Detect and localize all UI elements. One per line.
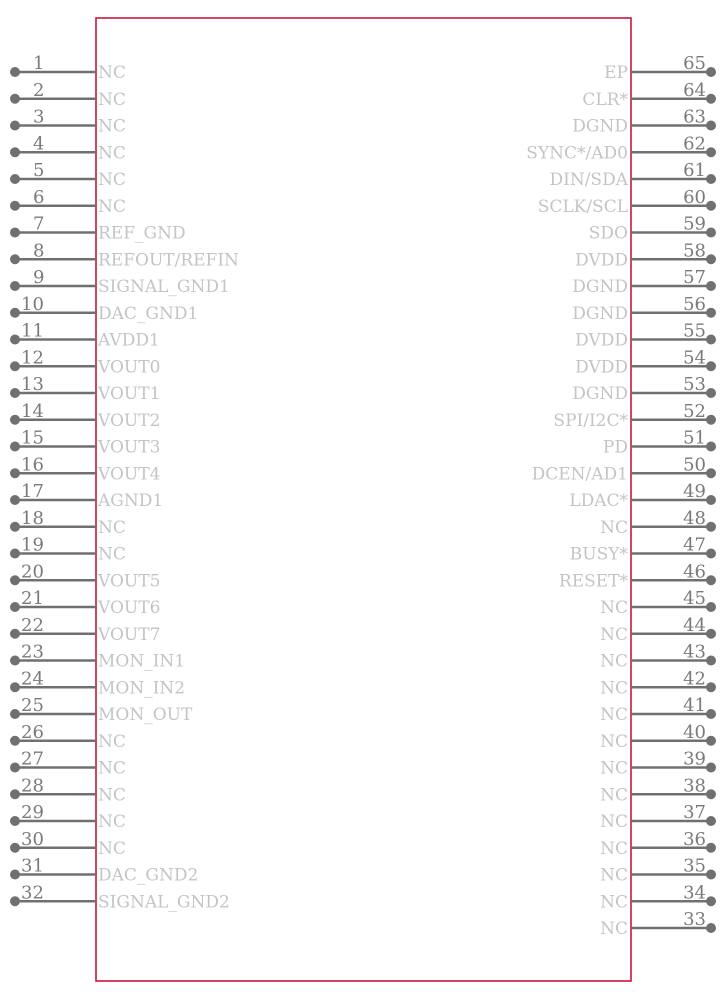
pin-name: DVDD (575, 330, 628, 351)
pin-number: 5 (33, 160, 45, 181)
pin-name: NC (98, 143, 126, 164)
pin-number: 35 (683, 855, 706, 877)
pin-endpoint-dot (706, 789, 716, 799)
pin-number: 49 (683, 481, 706, 502)
pin-number: 2 (33, 79, 45, 101)
pin-name: NC (98, 731, 126, 752)
pin-number: 27 (21, 748, 44, 770)
pin-6 (10, 187, 126, 217)
pin-name: DCEN/AD1 (531, 464, 628, 485)
pin-number: 36 (683, 828, 706, 850)
pin-number: 55 (683, 320, 706, 342)
pin-name: VOUT6 (98, 598, 161, 618)
pin-endpoint-dot (706, 388, 716, 398)
pin-number: 25 (21, 695, 44, 716)
pin-number: 59 (683, 213, 706, 235)
pin-name: DAC_GND1 (98, 303, 199, 324)
pin-name: AGND1 (98, 491, 164, 511)
pin-endpoint-dot (10, 575, 20, 585)
pin-number: 52 (683, 400, 706, 422)
pin-16 (10, 454, 160, 484)
pin-3 (10, 107, 126, 137)
pin-number: 51 (683, 427, 706, 449)
pin-number: 48 (683, 507, 706, 529)
pin-number: 45 (683, 588, 706, 609)
pin-number: 21 (21, 588, 44, 609)
pin-17 (10, 481, 163, 511)
pin-endpoint-dot (706, 94, 716, 104)
pin-number: 61 (683, 160, 706, 181)
pin-endpoint-dot (10, 843, 20, 853)
pin-65 (604, 53, 716, 83)
pin-number: 30 (21, 828, 44, 850)
pin-name: NC (98, 116, 126, 137)
pin-name: NC (98, 838, 126, 859)
pin-61 (549, 160, 716, 190)
pin-11 (10, 321, 160, 351)
pin-name: VOUT4 (98, 464, 161, 485)
pin-63 (572, 107, 716, 137)
pin-4 (10, 133, 126, 163)
pin-endpoint-dot (10, 602, 20, 612)
pin-27 (10, 749, 126, 779)
pin-endpoint-dot (706, 308, 716, 318)
pin-endpoint-dot (706, 575, 716, 585)
pin-endpoint-dot (10, 201, 20, 211)
pin-number: 15 (21, 427, 44, 449)
pin-name: BUSY* (569, 544, 628, 565)
pin-name: NC (600, 919, 628, 939)
pin-endpoint-dot (10, 896, 20, 906)
pin-endpoint-dot (706, 415, 716, 425)
pin-38 (600, 775, 716, 805)
pin-endpoint-dot (10, 254, 20, 264)
pin-endpoint-dot (706, 147, 716, 157)
pin-endpoint-dot (706, 201, 716, 211)
pin-number: 33 (683, 909, 706, 930)
pin-endpoint-dot (10, 308, 20, 318)
pin-number: 40 (683, 721, 706, 743)
pin-endpoint-dot (10, 388, 20, 398)
pin-endpoint-dot (10, 335, 20, 345)
pin-number: 62 (683, 133, 706, 155)
pin-name: NC (98, 758, 126, 779)
pin-name: NC (600, 865, 628, 886)
pin-number: 10 (21, 293, 44, 315)
pin-21 (10, 588, 160, 618)
pin-18 (10, 508, 126, 538)
pin-number: 38 (683, 775, 706, 797)
pin-name: VOUT0 (98, 357, 161, 378)
pin-name: NC (600, 785, 628, 806)
pin-number: 20 (21, 561, 44, 583)
pin-endpoint-dot (10, 656, 20, 666)
pin-name: NC (600, 838, 628, 859)
pin-endpoint-dot (706, 629, 716, 639)
pin-endpoint-dot (706, 602, 716, 612)
pin-endpoint-dot (706, 843, 716, 853)
pin-name: SDO (588, 223, 628, 244)
pin-58 (575, 240, 716, 270)
pin-endpoint-dot (10, 736, 20, 746)
pin-54 (575, 347, 716, 377)
pin-number: 22 (21, 614, 44, 636)
pin-number: 9 (33, 267, 45, 288)
pin-number: 32 (21, 882, 44, 904)
pin-60 (538, 187, 716, 217)
pin-28 (10, 775, 126, 805)
pin-name: NC (98, 196, 126, 217)
pin-endpoint-dot (706, 442, 716, 452)
pin-number: 65 (683, 53, 706, 74)
pin-endpoint-dot (10, 174, 20, 184)
pin-endpoint-dot (706, 816, 716, 826)
pin-endpoint-dot (10, 281, 20, 291)
pin-endpoint-dot (706, 121, 716, 131)
pin-endpoint-dot (706, 468, 716, 478)
pin-39 (600, 749, 716, 779)
pin-number: 60 (683, 186, 706, 208)
pin-name: VOUT2 (98, 410, 161, 431)
pin-number: 47 (683, 534, 706, 556)
pin-name: NC (600, 598, 628, 618)
pin-endpoint-dot (10, 870, 20, 880)
pin-name: NC (98, 544, 126, 565)
pin-35 (600, 856, 716, 886)
pin-name: DGND (572, 384, 628, 404)
pin-name: CLR* (582, 89, 628, 110)
pin-2 (10, 80, 126, 110)
pin-endpoint-dot (706, 763, 716, 773)
pin-endpoint-dot (10, 121, 20, 131)
pin-57 (572, 267, 716, 297)
pin-endpoint-dot (10, 415, 20, 425)
pin-endpoint-dot (10, 147, 20, 157)
pin-endpoint-dot (10, 789, 20, 799)
pin-number: 24 (21, 668, 44, 690)
pin-number: 56 (683, 293, 706, 315)
pin-endpoint-dot (10, 522, 20, 532)
pin-name: DGND (572, 116, 628, 137)
pin-endpoint-dot (706, 254, 716, 264)
pin-44 (600, 615, 716, 645)
pin-name: DVDD (575, 250, 628, 271)
pin-number: 46 (683, 561, 706, 583)
pin-number: 28 (21, 775, 44, 797)
pin-endpoint-dot (706, 896, 716, 906)
pin-name: LDAC* (569, 491, 628, 511)
pin-19 (10, 535, 126, 565)
pin-7 (10, 214, 186, 244)
pin-name: MON_OUT (98, 705, 193, 725)
pin-name: SCLK/SCL (537, 196, 628, 217)
pin-name: NC (600, 678, 628, 699)
pin-37 (600, 802, 716, 832)
pin-name: MON_IN1 (98, 651, 186, 672)
pin-number: 58 (683, 240, 706, 262)
pin-endpoint-dot (706, 682, 716, 692)
pin-name: SPI/I2C* (553, 410, 628, 431)
pin-number: 6 (33, 186, 45, 208)
pin-name: RESET* (558, 571, 628, 592)
pin-number: 26 (21, 721, 44, 743)
pin-5 (10, 160, 126, 190)
pin-number: 29 (21, 802, 44, 823)
pin-number: 3 (33, 106, 45, 128)
pin-number: 14 (21, 400, 44, 422)
pin-51 (603, 428, 716, 458)
pin-name: DAC_GND2 (98, 865, 199, 886)
pin-endpoint-dot (10, 361, 20, 371)
pin-number: 37 (683, 802, 706, 823)
pin-number: 23 (21, 641, 44, 663)
pin-14 (10, 401, 160, 431)
pin-endpoint-dot (10, 709, 20, 719)
pin-45 (600, 588, 716, 618)
pin-number: 43 (683, 641, 706, 663)
pin-name: SIGNAL_GND2 (98, 892, 230, 913)
pin-number: 41 (683, 695, 706, 716)
pin-number: 19 (21, 534, 44, 556)
pin-26 (10, 722, 126, 752)
pin-15 (10, 428, 160, 458)
pin-12 (10, 347, 160, 377)
pin-49 (569, 481, 716, 511)
pin-59 (589, 214, 716, 244)
pin-number: 57 (683, 267, 706, 288)
pin-endpoint-dot (10, 816, 20, 826)
pin-name: DVDD (575, 357, 628, 378)
pin-endpoint-dot (706, 174, 716, 184)
pin-31 (10, 856, 198, 886)
pin-name: DGND (572, 277, 628, 297)
pin-34 (600, 882, 716, 912)
pin-name: DIN/SDA (549, 170, 628, 190)
pin-name: NC (600, 892, 628, 913)
pin-endpoint-dot (706, 549, 716, 559)
pin-endpoint-dot (10, 94, 20, 104)
pin-name: SYNC*/AD0 (526, 143, 628, 164)
pin-8 (10, 240, 239, 270)
pin-25 (10, 695, 193, 725)
pin-64 (582, 80, 716, 110)
pin-name: VOUT3 (98, 437, 161, 458)
left-pin-group (10, 53, 239, 912)
pin-name: NC (600, 758, 628, 779)
pin-name: NC (600, 624, 628, 645)
pin-50 (532, 454, 716, 484)
pin-name: PD (602, 437, 628, 458)
pin-endpoint-dot (10, 67, 20, 77)
pin-endpoint-dot (706, 870, 716, 880)
pin-number: 16 (21, 454, 44, 476)
pin-13 (10, 374, 160, 404)
pin-endpoint-dot (706, 522, 716, 532)
pin-name: NC (600, 705, 628, 725)
pin-46 (559, 561, 716, 591)
pin-number: 63 (683, 106, 706, 128)
pin-name: NC (600, 731, 628, 752)
pin-53 (572, 374, 716, 404)
pin-endpoint-dot (10, 682, 20, 692)
pin-number: 34 (683, 882, 706, 904)
right-pin-group (526, 53, 716, 939)
pin-endpoint-dot (706, 361, 716, 371)
pin-number: 42 (683, 668, 706, 690)
pin-48 (600, 508, 716, 538)
pin-name: NC (600, 517, 628, 538)
pin-30 (10, 829, 126, 859)
pin-endpoint-dot (706, 228, 716, 238)
pin-endpoint-dot (706, 709, 716, 719)
pin-32 (10, 882, 230, 912)
pin-number: 18 (21, 507, 44, 529)
pin-number: 13 (21, 374, 44, 395)
pin-endpoint-dot (10, 228, 20, 238)
pin-24 (10, 668, 185, 698)
pin-43 (600, 642, 716, 672)
pin-name: NC (98, 89, 126, 110)
pin-number: 1 (33, 53, 45, 74)
pin-name: MON_IN2 (98, 678, 186, 699)
pin-endpoint-dot (10, 442, 20, 452)
pin-name: AVDD1 (98, 330, 160, 351)
pin-endpoint-dot (706, 67, 716, 77)
pin-47 (570, 535, 716, 565)
pin-endpoint-dot (10, 549, 20, 559)
pin-22 (10, 615, 160, 645)
pin-52 (553, 401, 716, 431)
pin-40 (600, 722, 716, 752)
pin-62 (526, 133, 716, 163)
pin-20 (10, 561, 160, 591)
pin-36 (600, 829, 716, 859)
pin-endpoint-dot (706, 923, 716, 933)
pin-number: 31 (21, 855, 44, 877)
pin-23 (10, 642, 185, 672)
pin-number: 8 (33, 240, 45, 262)
pin-29 (10, 802, 126, 832)
pin-endpoint-dot (706, 281, 716, 291)
pin-endpoint-dot (10, 629, 20, 639)
pin-number: 4 (33, 133, 45, 155)
pin-number: 53 (683, 374, 706, 395)
pin-endpoint-dot (706, 656, 716, 666)
pin-name: NC (98, 812, 126, 832)
pin-number: 11 (21, 320, 44, 342)
pin-name: VOUT5 (98, 571, 161, 592)
pin-9 (10, 267, 230, 297)
pin-name: NC (600, 812, 628, 832)
pin-1 (10, 53, 126, 83)
pin-55 (575, 321, 716, 351)
pin-number: 50 (683, 454, 706, 476)
pin-number: 17 (21, 481, 44, 502)
pin-endpoint-dot (10, 468, 20, 478)
pin-name: VOUT1 (98, 384, 161, 404)
pin-endpoint-dot (706, 736, 716, 746)
pin-endpoint-dot (10, 763, 20, 773)
pin-42 (600, 668, 716, 698)
pin-56 (572, 294, 716, 324)
pin-41 (600, 695, 716, 725)
pin-number: 54 (683, 347, 706, 369)
pin-number: 12 (21, 347, 44, 369)
pin-name: SIGNAL_GND1 (98, 277, 230, 297)
pin-33 (600, 909, 716, 939)
pin-name: VOUT7 (98, 624, 161, 645)
pin-number: 39 (683, 748, 706, 770)
pin-name: NC (98, 785, 126, 806)
pin-name: NC (600, 651, 628, 672)
pin-name: EP (604, 63, 628, 83)
pin-name: NC (98, 63, 126, 83)
pin-endpoint-dot (706, 495, 716, 505)
pin-number: 7 (33, 213, 45, 235)
pin-name: REF_GND (98, 223, 186, 244)
pin-name: DGND (572, 303, 628, 324)
pin-number: 64 (683, 79, 706, 101)
pin-name: REFOUT/REFIN (98, 250, 239, 271)
pin-endpoint-dot (10, 495, 20, 505)
pin-name: NC (98, 517, 126, 538)
pin-number: 44 (683, 614, 706, 636)
pin-10 (10, 294, 198, 324)
pin-name: NC (98, 170, 126, 190)
pin-endpoint-dot (706, 335, 716, 345)
